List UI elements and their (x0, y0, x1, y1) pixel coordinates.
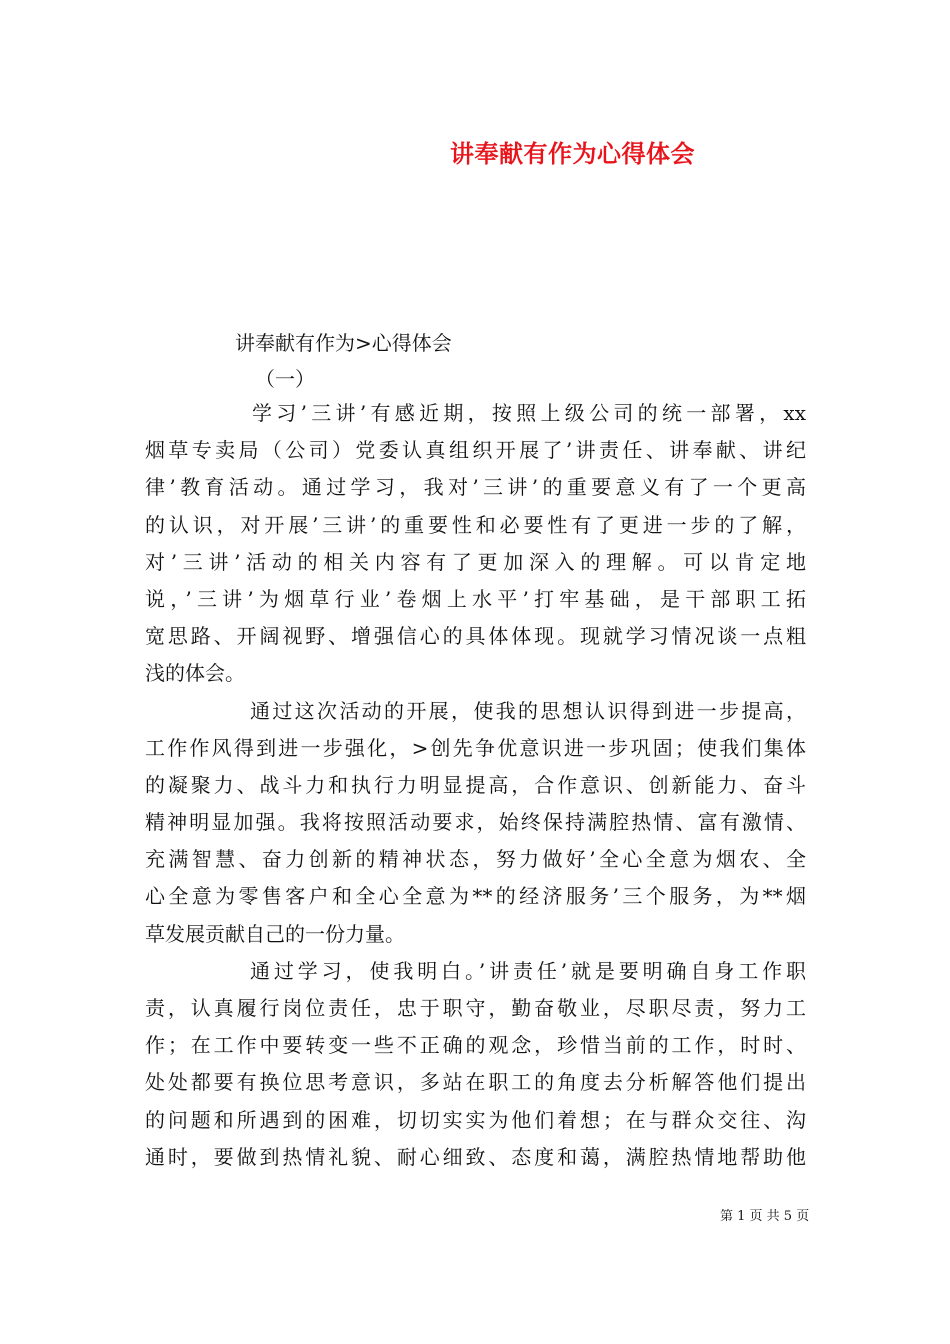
section-number: （一） (255, 367, 315, 391)
document-title: 讲奉献有作为心得体会 (450, 139, 695, 168)
paragraph-line: 烟草专卖局（公司）党委认真组织开展了’讲责任、讲奉献、讲纪 (145, 438, 806, 463)
paragraph-line: 浅的体会。 (145, 661, 245, 686)
paragraph-line: 宽思路、开阔视野、增强信心的具体体现。现就学习情况谈一点粗 (145, 624, 806, 649)
paragraph-line: 的凝聚力、战斗力和执行力明显提高，合作意识、创新能力、奋斗 (145, 772, 806, 797)
paragraph-line: 工作作风得到进一步强化，>创先争优意识进一步巩固；使我们集体 (145, 735, 806, 760)
paragraph-line: 充满智慧、奋力创新的精神状态，努力做好’全心全意为烟农、全 (145, 847, 806, 872)
document-subtitle: 讲奉献有作为>心得体会 (235, 331, 452, 355)
paragraph-line: 学习’三讲’有感近期，按照上级公司的统一部署，xx (252, 401, 806, 425)
paragraph-line: 处处都要有换位思考意识，多站在职工的角度去分析解答他们提出 (145, 1070, 806, 1095)
paragraph-line: 通时，要做到热情礼貌、耐心细致、态度和蔼，满腔热情地帮助他 (145, 1144, 806, 1169)
paragraph-line: 对’三讲’活动的相关内容有了更加深入的理解。可以肯定地 (145, 549, 806, 574)
paragraph-line: 的认识，对开展’三讲’的重要性和必要性有了更进一步的了解， (145, 512, 806, 537)
paragraph-line: 的问题和所遇到的困难，切切实实为他们着想；在与群众交往、沟 (145, 1107, 806, 1132)
page-footer: 第 1 页 共 5 页 (720, 1209, 810, 1224)
paragraph-line: 草发展贡献自己的一份力量。 (145, 921, 405, 946)
paragraph-line: 律’教育活动。通过学习，我对’三讲’的重要意义有了一个更高 (145, 475, 806, 500)
paragraph-line: 责，认真履行岗位责任，忠于职守，勤奋敬业，尽职尽责，努力工 (145, 996, 806, 1020)
paragraph-line: 通过学习，使我明白。’讲责任’就是要明确自身工作职 (250, 958, 806, 983)
document-body (145, 399, 806, 1180)
paragraph-line: 精神明显加强。我将按照活动要求，始终保持满腔热情、富有激情、 (145, 810, 806, 835)
paragraph-line: 作；在工作中要转变一些不正确的观念，珍惜当前的工作，时时、 (145, 1033, 806, 1058)
paragraph-line: 心全意为零售客户和全心全意为**的经济服务’三个服务，为**烟 (145, 884, 806, 909)
paragraph-line: 通过这次活动的开展，使我的思想认识得到进一步提高， (250, 698, 806, 723)
paragraph-line: 说，’三讲’为烟草行业’卷烟上水平’打牢基础，是干部职工拓 (145, 586, 806, 611)
